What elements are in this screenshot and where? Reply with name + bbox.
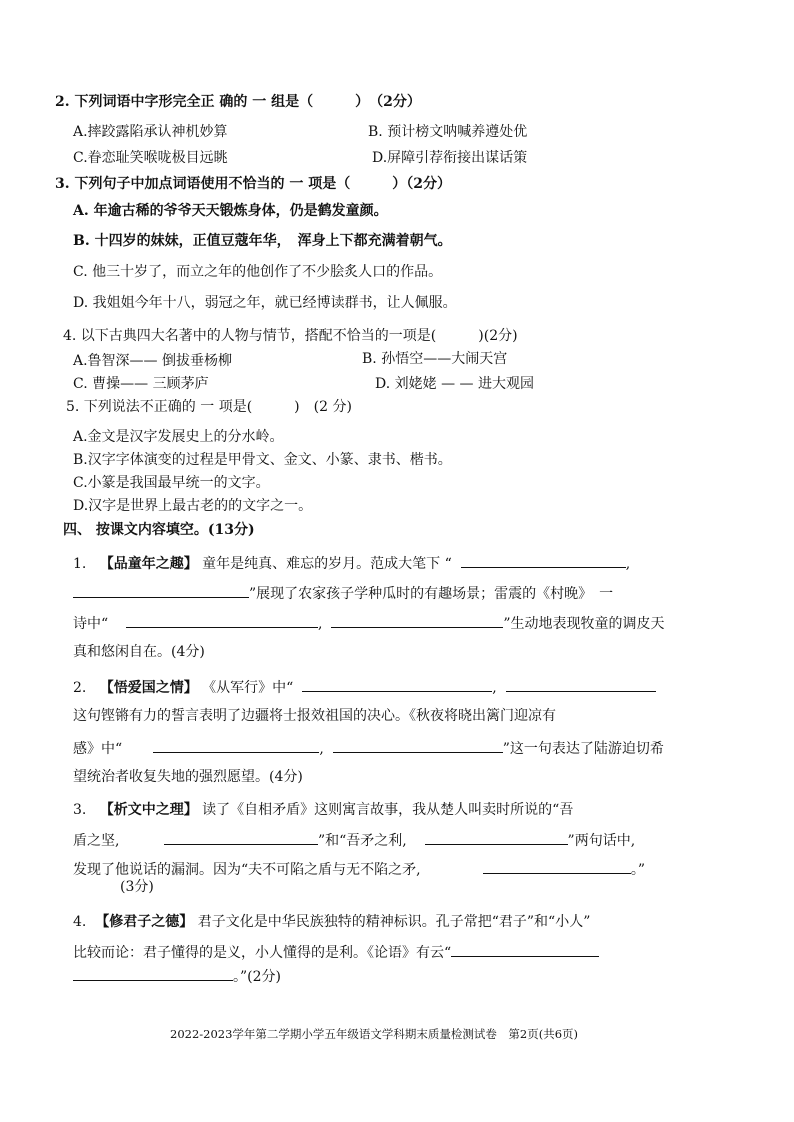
- item4-blank1[interactable]: [451, 942, 599, 957]
- item2-text3-start: 感》中“: [73, 741, 123, 757]
- item1-line2: [73, 583, 613, 603]
- q3-option-d: D. 我姐姐今年十八，弱冠之年，就已经博读群书，让人佩服。: [73, 295, 457, 311]
- q4-option-a: A.鲁智深—— 倒拔垂杨柳: [73, 353, 233, 369]
- item3-text2-start: 盾之坚,: [73, 833, 120, 849]
- item3-text2-end: ”两句话中,: [567, 833, 636, 849]
- item1-line1: [73, 553, 630, 573]
- q5-stem: 5. 下列说法不正确的 一 项是( ) (2 分): [66, 399, 352, 415]
- q3-option-a: A. 年逾古稀的爷爷天天锻炼身体，仍是鹤发童颜。: [73, 203, 388, 219]
- item1-line3: [73, 613, 665, 633]
- q5-option-a: A.金文是汉字发展史上的分水岭。: [73, 429, 284, 445]
- q2-option-b: B. 预计榜文呐喊养遵处优: [368, 124, 528, 140]
- item3-line2: [73, 830, 635, 850]
- item1-blank1[interactable]: [461, 553, 626, 568]
- item4-line2: [73, 942, 599, 962]
- item1-text3-start: 诗中“: [73, 616, 109, 632]
- q5-option-d: D.汉字是世界上最古老的的文字之一。: [73, 498, 313, 514]
- q4-stem: 4. 以下古典四大名著中的人物与情节，搭配不恰当的一项是( )(2分): [63, 328, 518, 344]
- section4-title: 四、 按课文内容填空。(13分): [63, 522, 255, 538]
- item4-text2: 比较而论：君子懂得的是义，小人懂得的是利。《论语》有云“: [73, 945, 452, 961]
- item4-text1: 君子文化是中华民族独特的精神标识。孔子常把“君子”和“小人”: [197, 914, 591, 930]
- item1-blank4[interactable]: [331, 613, 503, 628]
- item3-label: 【析文中之理】: [99, 802, 198, 818]
- q5-option-c: C.小篆是我国最早统一的文字。: [73, 475, 270, 491]
- item1-comma1: ,: [625, 556, 631, 572]
- item2-text3-end: ”这一句表达了陆游迫切希: [502, 741, 664, 757]
- q4-option-d: D. 刘姥姥 — — 进大观园: [375, 376, 534, 392]
- item1-text1: 童年是纯真、难忘的岁月。范成大笔下 “: [202, 556, 452, 572]
- item1-label: 【品童年之趣】: [99, 556, 198, 572]
- item1-line4: 真和悠闲自在。(4分): [73, 644, 205, 660]
- item3-blank2[interactable]: [425, 830, 568, 845]
- q2-option-d: D.屏障引荐衔接出谋话策: [372, 150, 528, 166]
- item4-line1: [73, 913, 590, 931]
- page-footer: 2022-2023学年第二学期小学五年级语文学科期末质量检测试卷 第2页(共6页): [170, 1027, 579, 1041]
- item3-line1: [73, 801, 573, 819]
- q3-stem: 3. 下列句子中加点词语使用不恰当的 一 项是（ ）（2分）: [55, 176, 451, 192]
- item3-text3-end: 。”: [630, 862, 646, 878]
- item1-blank3[interactable]: [126, 613, 318, 628]
- item4-number: 4.: [73, 914, 87, 930]
- item3-number: 3.: [73, 802, 87, 818]
- q2-option-a: A.摔跤露陷承认神机妙算: [73, 124, 228, 140]
- q2-option-c: C.眷恋耻笑喉咙极目远眺: [73, 150, 228, 166]
- item2-label: 【悟爱国之情】: [99, 680, 198, 696]
- item2-comma1: ,: [492, 680, 497, 696]
- item2-blank1[interactable]: [302, 677, 492, 692]
- item3-blank1[interactable]: [164, 830, 318, 845]
- q5-option-b: B.汉字字体演变的过程是甲骨文、金文、小篆、隶书、楷书。: [73, 452, 452, 468]
- item2-line4: 望统治者收复失地的强烈愿望。(4分): [73, 769, 303, 785]
- item3-text3-start: 发现了他说话的漏洞。因为“夫不可陷之盾与无不陷之矛,: [73, 862, 421, 878]
- q3-option-c: C. 他三十岁了，而立之年的他创作了不少脍炙人口的作品。: [73, 264, 443, 280]
- item2-blank3[interactable]: [153, 738, 319, 753]
- item1-comma3: ,: [317, 616, 323, 632]
- q4-option-c: C. 曹操—— 三顾茅庐: [73, 376, 209, 392]
- item2-line3: [73, 738, 664, 758]
- item3-line3: [73, 859, 645, 879]
- item1-number: 1.: [73, 556, 87, 572]
- q2-stem: 2. 下列词语中字形完全正 确的 一 组是（ ） （2分）: [55, 94, 421, 110]
- item4-text3-end: 。”(2分): [233, 969, 281, 985]
- item1-blank2[interactable]: [73, 583, 249, 598]
- item2-number: 2.: [73, 680, 87, 696]
- item1-text3-end: ”生动地表现牧童的调皮天: [503, 616, 665, 632]
- item4-label: 【修君子之德】: [95, 914, 194, 930]
- item4-line3: [73, 966, 281, 986]
- item4-blank2[interactable]: [73, 966, 233, 981]
- item2-text1: 《从军行》中“: [202, 680, 294, 696]
- item3-text1: 读了《自相矛盾》这则寓言故事，我从楚人叫卖时所说的“吾: [202, 802, 574, 818]
- item1-text2: ”展现了农家孩子学种瓜时的有趣场景；雷震的《村晚》 一: [249, 586, 614, 602]
- q3-option-b: B. 十四岁的妹妹，正值豆蔻年华， 浑身上下都充满着朝气。: [73, 233, 452, 249]
- q4-option-b: B. 孙悟空——大闹天宫: [362, 351, 508, 367]
- item3-blank3[interactable]: [483, 859, 631, 874]
- item2-line2: 这句铿锵有力的誓言表明了边疆将士报效祖国的决心。《秋夜将晓出篱门迎凉有: [73, 708, 556, 724]
- item2-line1: [73, 677, 656, 697]
- item3-text2-mid: ”和“吾矛之利,: [317, 833, 407, 849]
- item2-comma3: ,: [319, 741, 324, 757]
- item2-blank2[interactable]: [506, 677, 656, 692]
- item3-line4: (3分): [120, 879, 154, 895]
- item2-blank4[interactable]: [333, 738, 503, 753]
